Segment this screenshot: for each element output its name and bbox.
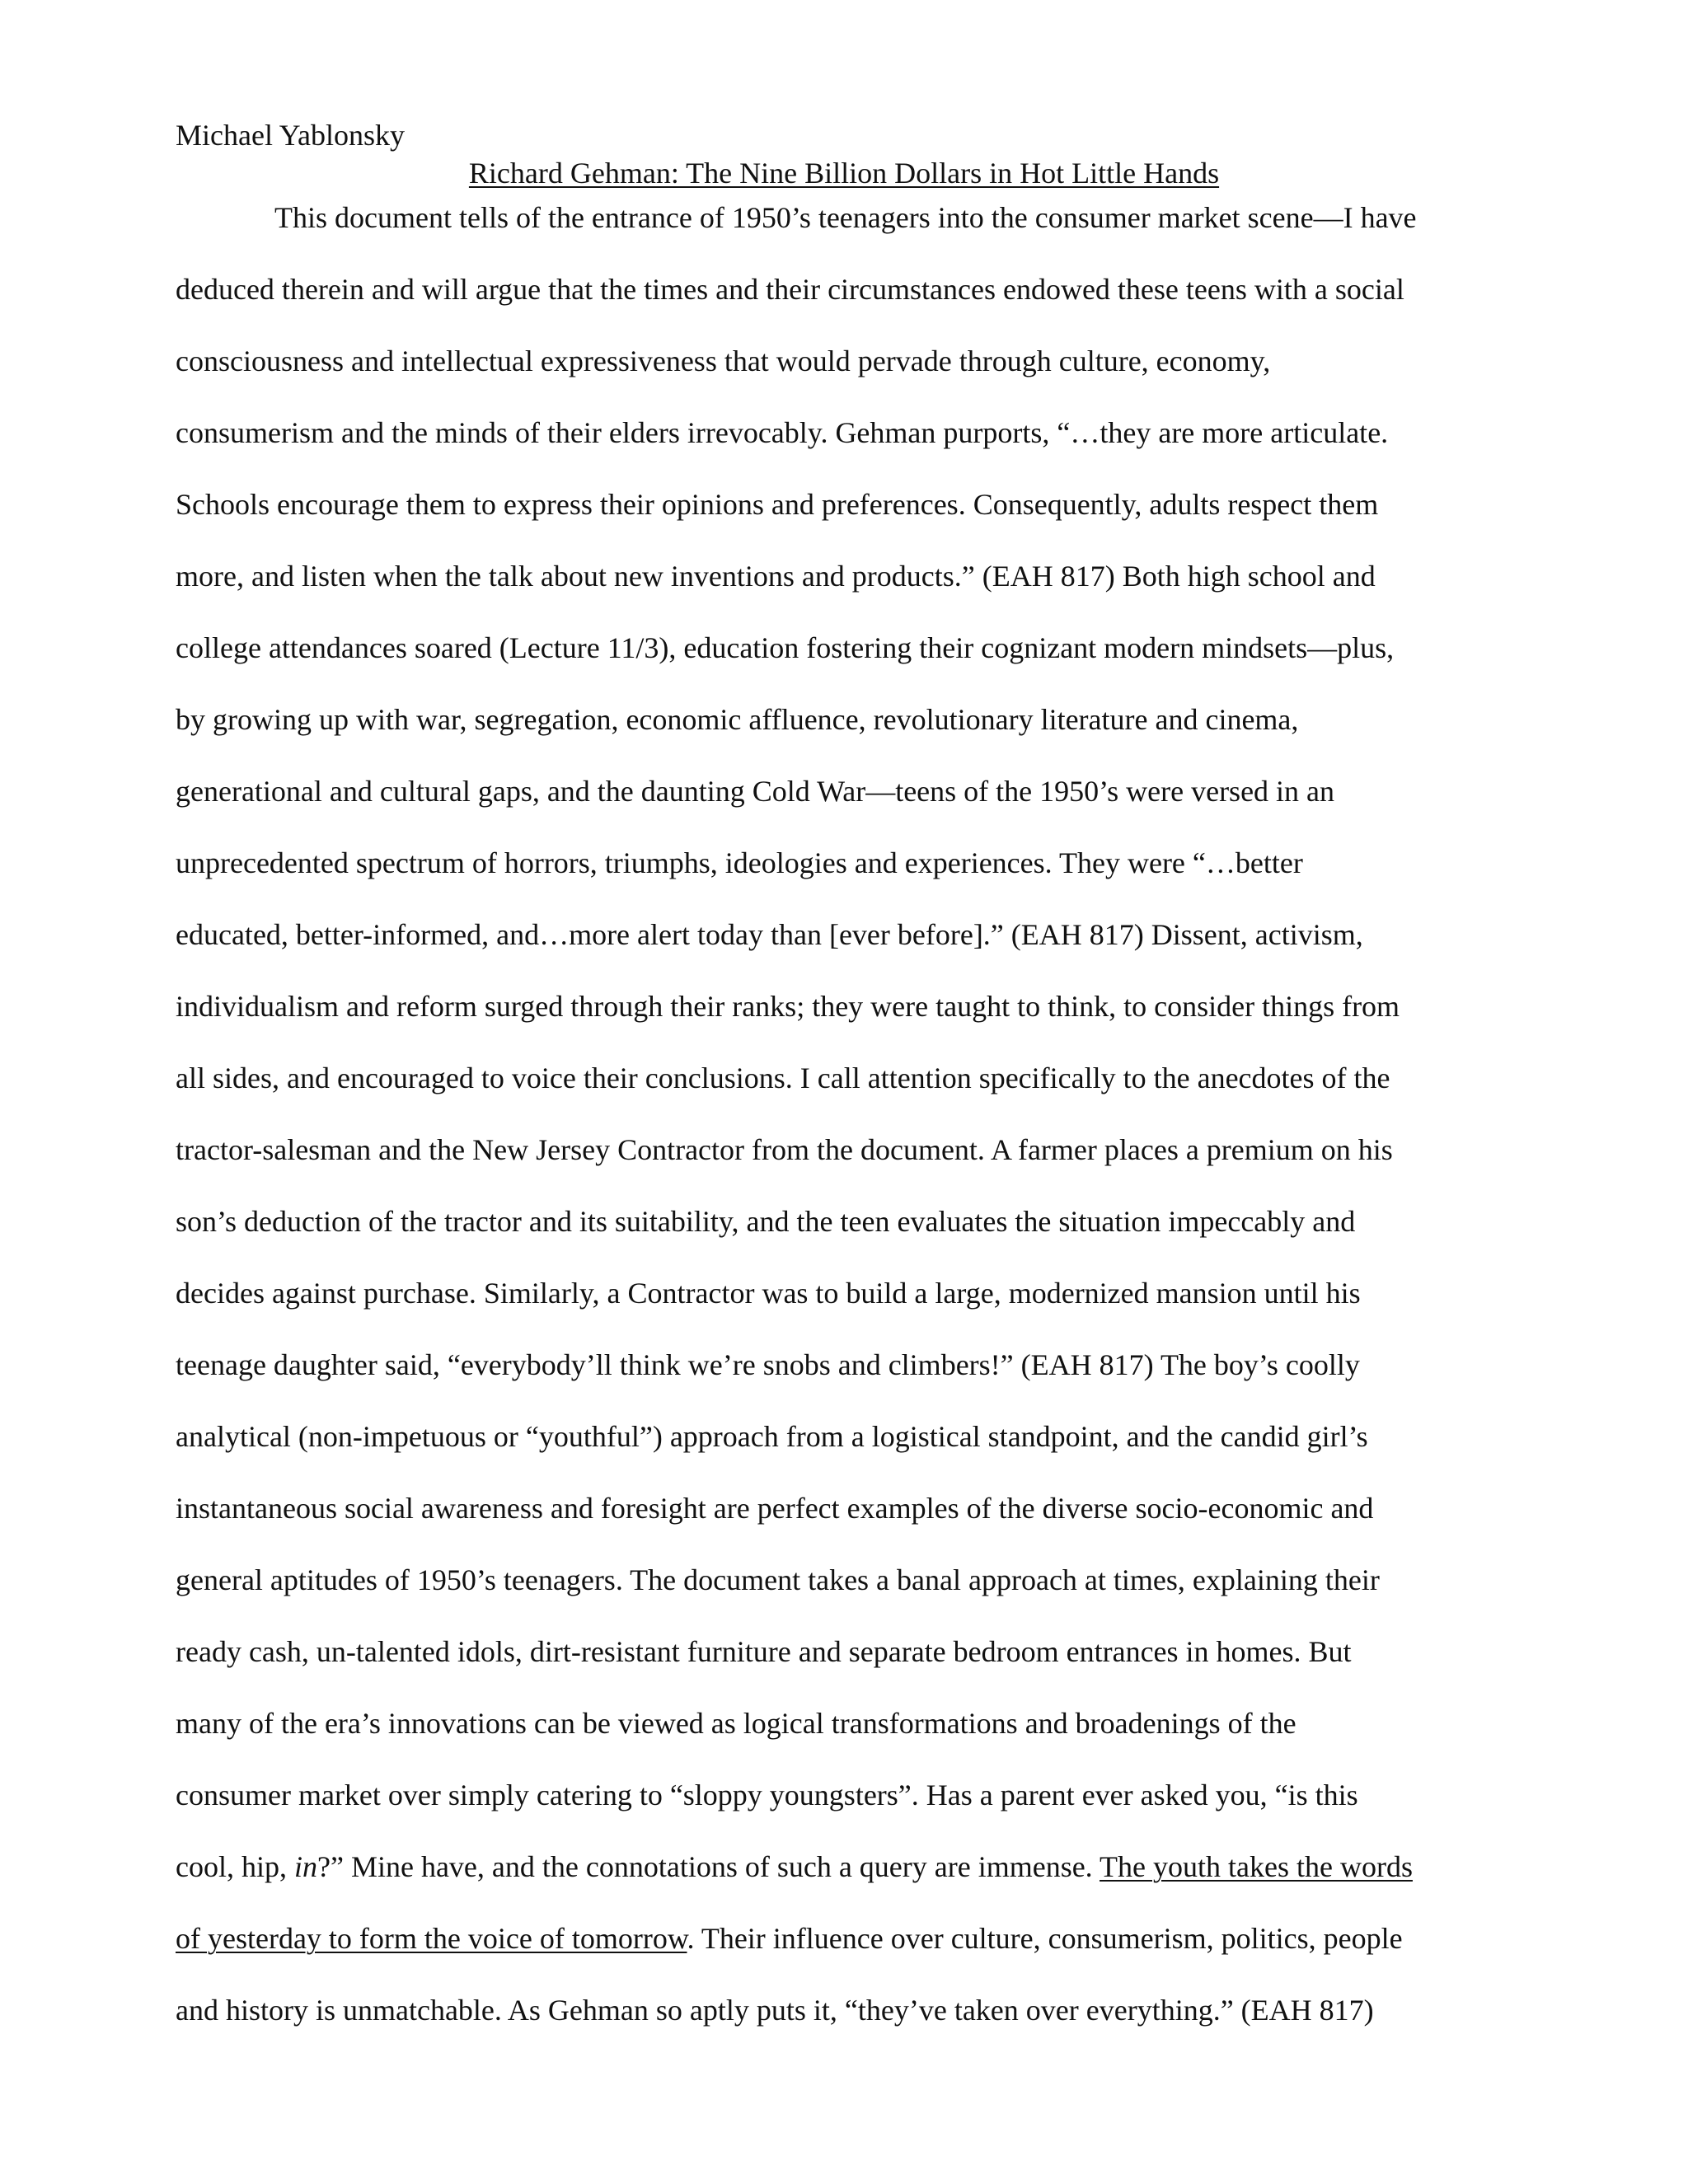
line-text: deduced therein and will argue that the times and their circumstances endowed these teens with a social bbox=[176, 273, 1404, 306]
body-line-17 bbox=[176, 1345, 1360, 1385]
body-line-12 bbox=[176, 987, 1400, 1026]
body-line-6 bbox=[176, 556, 1376, 596]
body-line-1 bbox=[274, 198, 1417, 237]
line-text: teenage daughter said, “everybody’ll think we’re snobs and climbers!” (EAH 817) The boy’s coolly bbox=[176, 1348, 1360, 1381]
body-line-24 bbox=[176, 1847, 1413, 1886]
line-text: This document tells of the entrance of 1950’s teenagers into the consumer market scene—I have bbox=[274, 201, 1417, 234]
body-line-9 bbox=[176, 771, 1334, 811]
body-line-18 bbox=[176, 1417, 1368, 1456]
line-text: all sides, and encouraged to voice their conclusions. I call attention specifically to the anecdotes of the bbox=[176, 1062, 1390, 1094]
body-line-25 bbox=[176, 1919, 1403, 1958]
body-line-13 bbox=[176, 1058, 1390, 1098]
line-text: consumerism and the minds of their elders irrevocably. Gehman purports, “…they are more articulate. bbox=[176, 416, 1389, 449]
body-line-3 bbox=[176, 341, 1270, 381]
body-line-10 bbox=[176, 843, 1303, 883]
line-text: college attendances soared (Lecture 11/3), education fostering their cognizant modern mindsets—plus, bbox=[176, 631, 1395, 664]
line-text: consciousness and intellectual expressiveness that would pervade through culture, economy, bbox=[176, 344, 1271, 377]
body-line-14 bbox=[176, 1130, 1393, 1169]
line-text: and history is unmatchable. As Gehman so aptly puts it, “they’ve taken over everything.” (EAH 817) bbox=[176, 1994, 1374, 2027]
line-text: decides against purchase. Similarly, a Contractor was to build a large, modernized mansion until his bbox=[176, 1277, 1361, 1310]
italic-word: in bbox=[293, 1850, 317, 1883]
underlined-thesis: The youth takes the words bbox=[1100, 1850, 1413, 1883]
body-line-21 bbox=[176, 1632, 1352, 1671]
line-text: general aptitudes of 1950’s teenagers. The document takes a banal approach at times, explaining their bbox=[176, 1563, 1380, 1596]
body-line-5 bbox=[176, 485, 1378, 524]
body-line-20 bbox=[176, 1560, 1380, 1600]
body-line-23 bbox=[176, 1775, 1358, 1815]
body-line-16 bbox=[176, 1273, 1361, 1313]
line-text: tractor-salesman and the New Jersey Contractor from the document. A farmer places a premium on his bbox=[176, 1133, 1393, 1166]
body-line-11 bbox=[176, 915, 1363, 954]
line-text: many of the era’s innovations can be viewed as logical transformations and broadenings of the bbox=[176, 1707, 1296, 1740]
line-text: ready cash, un-talented idols, dirt-resistant furniture and separate bedroom entrances in homes. But bbox=[176, 1635, 1352, 1668]
author-name: Michael Yablonsky bbox=[176, 119, 405, 152]
line-text: ?” Mine have, and the connotations of such a query are immense. bbox=[317, 1850, 1100, 1883]
body-line-19 bbox=[176, 1488, 1373, 1528]
body-line-4 bbox=[176, 413, 1388, 452]
body-line-8 bbox=[176, 700, 1298, 739]
line-text: unprecedented spectrum of horrors, triumphs, ideologies and experiences. They were “…better bbox=[176, 846, 1303, 879]
line-text: individualism and reform surged through their ranks; they were taught to think, to consider things from bbox=[176, 990, 1400, 1023]
line-text: by growing up with war, segregation, economic affluence, revolutionary literature and cinema, bbox=[176, 703, 1299, 736]
line-text: generational and cultural gaps, and the daunting Cold War—teens of the 1950’s were versed in an bbox=[176, 775, 1335, 808]
body-line-2 bbox=[176, 269, 1404, 309]
body-line-15 bbox=[176, 1202, 1355, 1241]
underlined-thesis: of yesterday to form the voice of tomorrow bbox=[176, 1922, 687, 1955]
body-line-7 bbox=[176, 628, 1394, 668]
line-text: cool, hip, bbox=[176, 1850, 294, 1883]
body-line-22 bbox=[176, 1704, 1296, 1743]
line-text: instantaneous social awareness and foresight are perfect examples of the diverse socio-economic and bbox=[176, 1492, 1374, 1525]
line-text: . Their influence over culture, consumerism, politics, people bbox=[687, 1922, 1403, 1955]
document-title-text: Richard Gehman: The Nine Billion Dollars in Hot Little Hands bbox=[468, 157, 1220, 190]
line-text: son’s deduction of the tractor and its suitability, and the teen evaluates the situation impeccably and bbox=[176, 1205, 1356, 1238]
line-text: more, and listen when the talk about new inventions and products.” (EAH 817) Both high school and bbox=[176, 560, 1376, 593]
document-title bbox=[0, 153, 1688, 193]
line-text: Schools encourage them to express their opinions and preferences. Consequently, adults respect them bbox=[176, 488, 1379, 521]
line-text: consumer market over simply catering to “sloppy youngsters”. Has a parent ever asked you, “is this bbox=[176, 1779, 1358, 1811]
body-line-26 bbox=[176, 1990, 1374, 2030]
line-text: educated, better-informed, and…more alert today than [ever before].” (EAH 817) Dissent, activism, bbox=[176, 918, 1363, 951]
line-text: analytical (non-impetuous or “youthful”) approach from a logistical standpoint, and the candid girl’s bbox=[176, 1420, 1368, 1453]
